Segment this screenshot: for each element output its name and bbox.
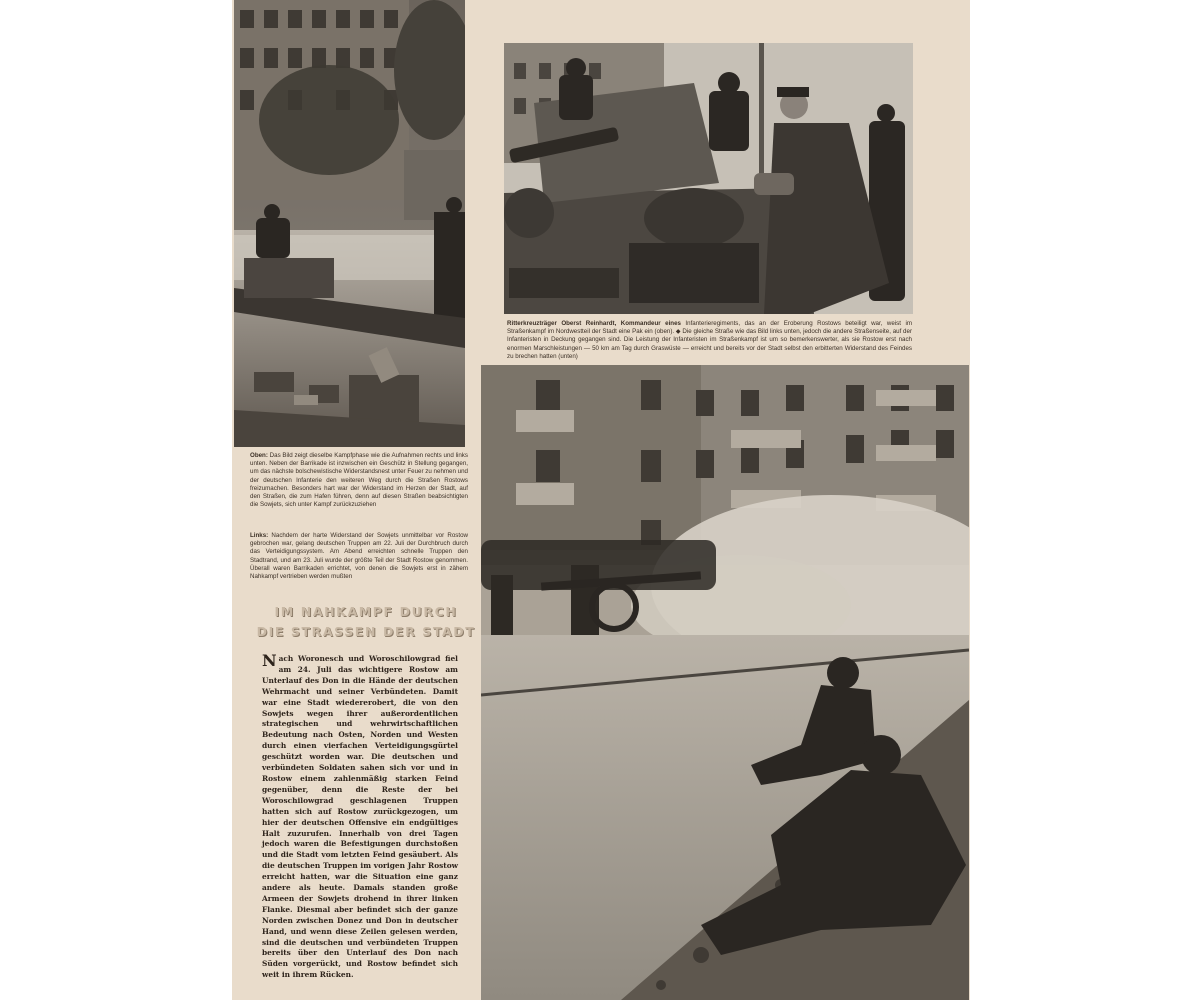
caption-left-top	[250, 452, 468, 509]
article-body	[262, 651, 458, 981]
caption-top-right-text: Infanterieregiments, das an der Eroberung Rostows beteiligt war, weist im Straßenkampf im Nordwestteil der Stadt eine Pak ein (oben). ◆ Die gleiche Straße wie das Bild links unten, jedoch die andere Straßenseite, auf der Infanteristen in Deckung gegangen sind. Die Leistung der Infanteristen im Straßenkampf ist um so bemerkenswerter, als sie Rostow erst nach enormen Marschleistungen — 50 km am Tag durch Graswüste — erreicht und bereits vor der Stadt selbst den erbitterten Widerstand des Feindes zu brechen hatten (unten)	[507, 320, 912, 360]
caption-left-mid-lead: Links:	[250, 532, 269, 539]
caption-left-top-text: Das Bild zeigt dieselbe Kampfphase wie die Aufnahmen rechts und links unten. Neben der Barrikade ist inzwischen ein Geschütz in Stellung gegangen, um das nächste bolschewistische Widerstandsnest unter Feuer zu nehmen und der deutschen Infanterie den weiteren Weg durch die Straßen Rostows freizumachen. Besonders hart war der Widerstand im Herzen der Stadt, auf den Straßen, die zum Hafen führen, denn auf diesen Straßen beabsichtigten die Sowjets, sich unter Kampf zurückzuziehen	[250, 452, 468, 509]
caption-top-right-lead: Ritterkreuzträger Oberst Reinhardt, Kommandeur eines	[507, 320, 681, 327]
tank-officer-photo	[504, 43, 913, 314]
article-headline	[256, 602, 476, 642]
caption-top-right	[507, 320, 912, 361]
caption-left-mid-text: Nachdem der harte Widerstand der Sowjets unmittelbar vor Rostow gebrochen war, gelang deutschen Truppen am 22. Juli der Durchbruch durch das Verteidigungssystem. Am Abend erreichten schnelle Truppen den Stadtrand, und am 23. Juli wurde der größte Teil der Stadt Rostow genommen. Überall waren Barrikaden errichtet, von denen die Sowjets erst in zähem Nahkampf vertrieben werden mußten	[250, 532, 468, 581]
barricade-street-photo	[234, 0, 465, 447]
body-text: ach Woronesch und Woroschilowgrad fiel am 24. Juli das wichtigere Rostow am Unterlauf des Don in die Hände der deutschen Wehrmacht und seiner Verbündeten. Damit war eine Stadt wiedererobert, die von den Sowjets wegen ihrer außerordentlichen strategischen und wehrwirtschaftlichen Bedeutung nach Osten, Norden und Westen durch einen vierfachen Verteidigungsgürtel geschützt worden war. Die deutschen und verbündeten Soldaten sahen sich vor und in Rostow einem zahlenmäßig starken Feind gegenüber, denn die Reste der bei Woroschilowgrad geschlagenen Truppen hatten sich auf Rostow zurückgezogen, um hier der deutschen Offensive ein endgültiges Halt zuzurufen. Innerhalb von drei Tagen jedoch waren die Befestigungen durchstoßen und die Stadt vom letzten Feind gesäubert. Als die deutschen Truppen im vorigen Jahr Rostow erreicht hatten, war die Situation eine ganz andere als heute. Damals standen große Armeen der Sowjets drohend in ihrer linken Flanke. Diesmal aber befindet sich der ganze Norden zwischen Donez und Don in deutscher Hand, und wenn diese Zeilen gelesen werden, sind die deutschen und verbündeten Truppen bereits über den Unterlauf des Don nach Süden vorgerückt, und Rostow befindet sich weit in ihrem Rücken.	[262, 654, 458, 980]
caption-left-mid	[250, 532, 468, 581]
street-combat-photo	[481, 365, 969, 1000]
headline-line-2: DIE STRASSEN DER STADT	[256, 624, 476, 639]
body-drop-cap: N	[262, 651, 277, 670]
caption-left-top-lead: Oben:	[250, 452, 268, 459]
headline-line-1: IM NAHKAMPF DURCH	[274, 604, 458, 619]
